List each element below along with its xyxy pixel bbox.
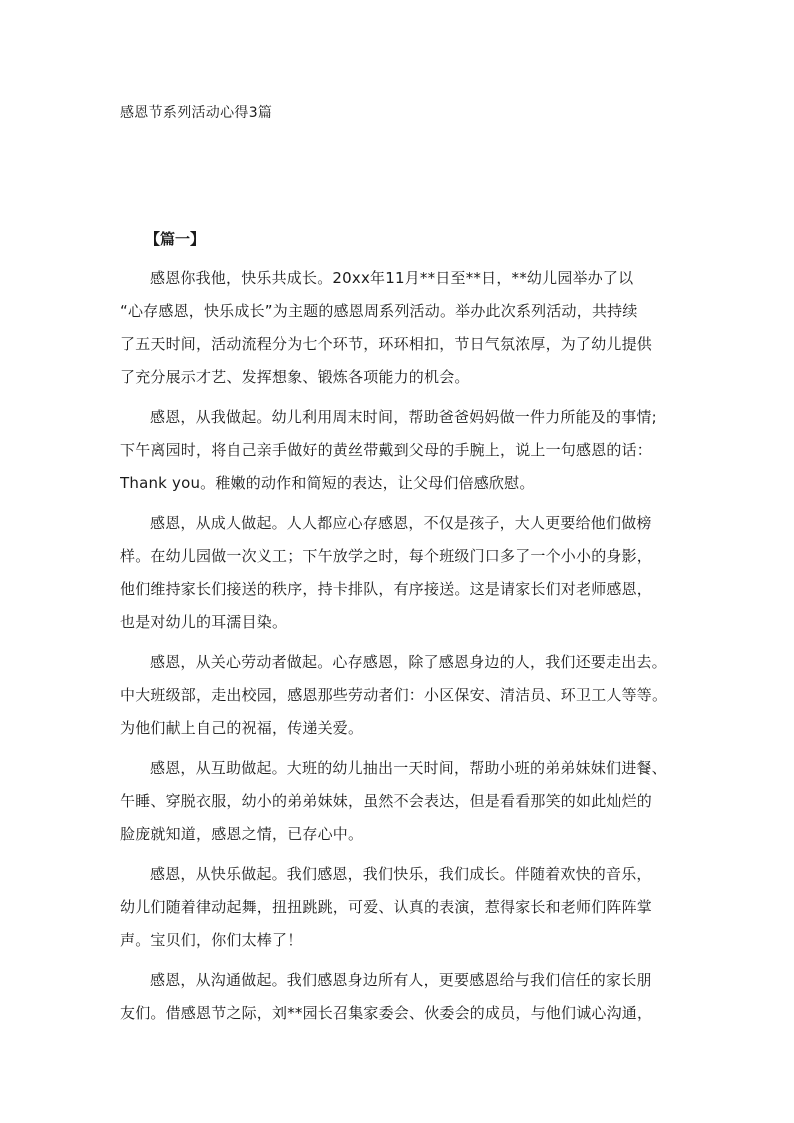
paragraph-line: 幼儿们随着律动起舞，扭扭跳跳，可爱、认真的表演，惹得家长和老师们阵阵掌	[120, 898, 653, 916]
body-paragraph	[120, 646, 680, 745]
paragraph-line: 感恩，从沟通做起。我们感恩身边所有人，更要感恩给与我们信任的家长朋	[150, 971, 652, 989]
paragraph-line: 也是对幼儿的耳濡目染。	[120, 613, 288, 631]
paragraph-line: 感恩你我他，快乐共成长。20xx年11月**日至**日，**幼儿园举办了以	[150, 269, 634, 287]
document-body	[120, 262, 680, 1037]
body-paragraph	[120, 858, 680, 957]
body-paragraph	[120, 964, 680, 1030]
paragraph-line: Thank you。稚嫩的动作和简短的表达，让父母们倍感欣慰。	[120, 474, 535, 492]
paragraph-line: 午睡、穿脱衣服，幼小的弟弟妹妹，虽然不会表达，但是看看那笑的如此灿烂的	[120, 792, 653, 810]
body-paragraph	[120, 752, 680, 851]
paragraph-line: 了五天时间，活动流程分为七个环节，环环相扣，节日气氛浓厚，为了幼儿提供	[120, 335, 653, 353]
paragraph-line: “心存感恩，快乐成长”为主题的感恩周系列活动。举办此次系列活动，共持续	[120, 302, 638, 320]
paragraph-line: 中大班级部，走出校园，感恩那些劳动者们：小区保安、清洁员、环卫工人等等。	[120, 686, 668, 704]
section-heading: 【篇一】	[145, 230, 206, 248]
paragraph-line: 友们。借感恩节之际，刘**园长召集家委会、伙委会的成员，与他们诚心沟通，	[120, 1004, 653, 1022]
paragraph-line: 感恩，从快乐做起。我们感恩，我们快乐，我们成长。伴随着欢快的音乐，	[150, 865, 652, 883]
paragraph-line: 感恩，从成人做起。人人都应心存感恩，不仅是孩子，大人更要给他们做榜	[150, 514, 652, 532]
paragraph-line: 脸庞就知道，感恩之情，已存心中。	[120, 825, 364, 843]
paragraph-line: 为他们献上自己的祝福，传递关爱。	[120, 719, 364, 737]
paragraph-line: 他们维持家长们接送的秩序，持卡排队，有序接送。这是请家长们对老师感恩，	[120, 580, 653, 598]
paragraph-line: 了充分展示才艺、发挥想象、锻炼各项能力的机会。	[120, 368, 470, 386]
paragraph-line: 感恩，从互助做起。大班的幼儿抽出一天时间，帮助小班的弟弟妹妹们进餐、	[150, 759, 667, 777]
document-title: 感恩节系列活动心得3篇	[120, 105, 273, 121]
body-paragraph	[120, 401, 680, 500]
paragraph-line: 感恩，从关心劳动者做起。心存感恩，除了感恩身边的人，我们还要走出去。	[150, 653, 667, 671]
body-paragraph	[120, 262, 680, 394]
paragraph-line: 下午离园时，将自己亲手做好的黄丝带戴到父母的手腕上，说上一句感恩的话：	[120, 441, 653, 459]
paragraph-line: 声。宝贝们，你们太棒了！	[120, 931, 303, 949]
body-paragraph	[120, 507, 680, 639]
paragraph-line: 样。在幼儿园做一次义工；下午放学之时，每个班级门口多了一个小小的身影，	[120, 547, 653, 565]
paragraph-line: 感恩，从我做起。幼儿利用周末时间，帮助爸爸妈妈做一件力所能及的事情;	[150, 408, 657, 426]
